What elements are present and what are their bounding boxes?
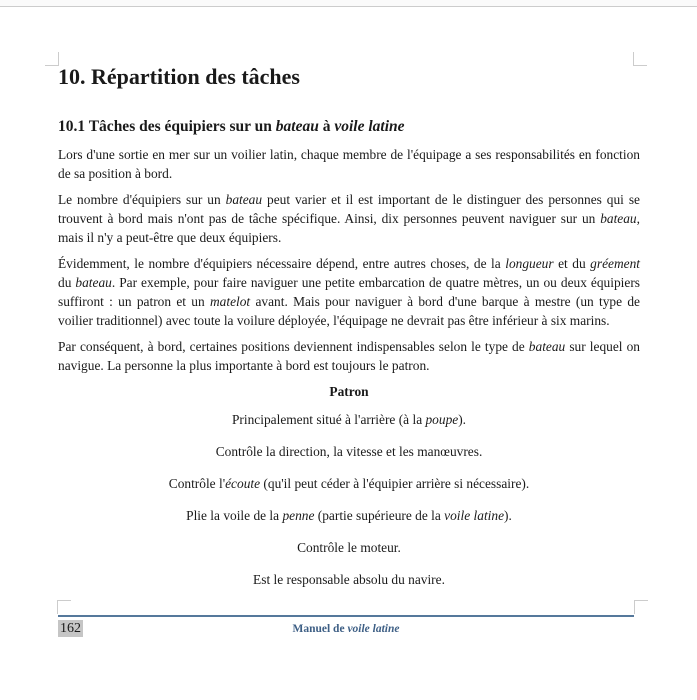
page-number-field: 162 [60,621,81,636]
footer-manual-title: Manuel de voile latine [292,623,400,635]
body-paragraph: Le nombre d'équipiers sur un bateau peut varier et il est important de le distinguer des personnes qui se trouvent à bord mais n'ont pas de tâche spécifique. Ainsi, dix personnes peuvent naviguer sur un bateau, mais il n'y a peut-être que deux équipiers. [58,192,640,245]
role-duty-line: Plie la voile de la penne (partie supérieure de la voile latine). [186,508,512,523]
footer-separator-rule [58,615,634,617]
body-paragraph: Par conséquent, à bord, certaines positions deviennent indispensables selon le type de bateau sur lequel on navigue. La personne la plus importante à bord est toujours le patron. [58,339,640,373]
body-paragraph: Lors d'une sortie en mer sur un voilier latin, chaque membre de l'équipage a ses responsabilités en fonction de sa position à bord. [58,147,640,181]
role-duty-line: Est le responsable absolu du navire. [253,572,445,587]
body-paragraph: Évidemment, le nombre d'équipiers nécessaire dépend, entre autres choses, de la longueur et du gréement du bateau. Par exemple, pour faire naviguer une petite embarcation de quatre mètres, un ou deux équipiers suffiront : un patron et un matelot avant. Mais pour naviguer à bord d'une barque à mestre (un type de voilier traditionnel) avec toute la voilure déployée, l'équipage ne devrait pas être inférieur à six marins. [58,256,640,328]
footer-boundary-corner-left [57,600,71,614]
section-heading: 10.1 Tâches des équipiers sur un bateau à voile latine [58,118,405,135]
document-body [58,58,640,602]
text-boundary-corner-top-left [45,52,59,66]
footer-boundary-corner-right [634,600,648,614]
page-footer [58,619,634,637]
role-duty-line: Contrôle le moteur. [297,540,401,555]
role-heading-patron: Patron [329,384,369,399]
role-duty-line: Principalement situé à l'arrière (à la poupe). [231,412,467,427]
page-top-edge [0,0,697,7]
chapter-title: 10. Répartition des tâches [58,64,300,89]
role-duty-line: Contrôle l'écoute (qu'il peut céder à l'équipier arrière si nécessaire). [168,476,530,491]
role-duty-line: Contrôle la direction, la vitesse et les manœuvres. [215,444,483,459]
